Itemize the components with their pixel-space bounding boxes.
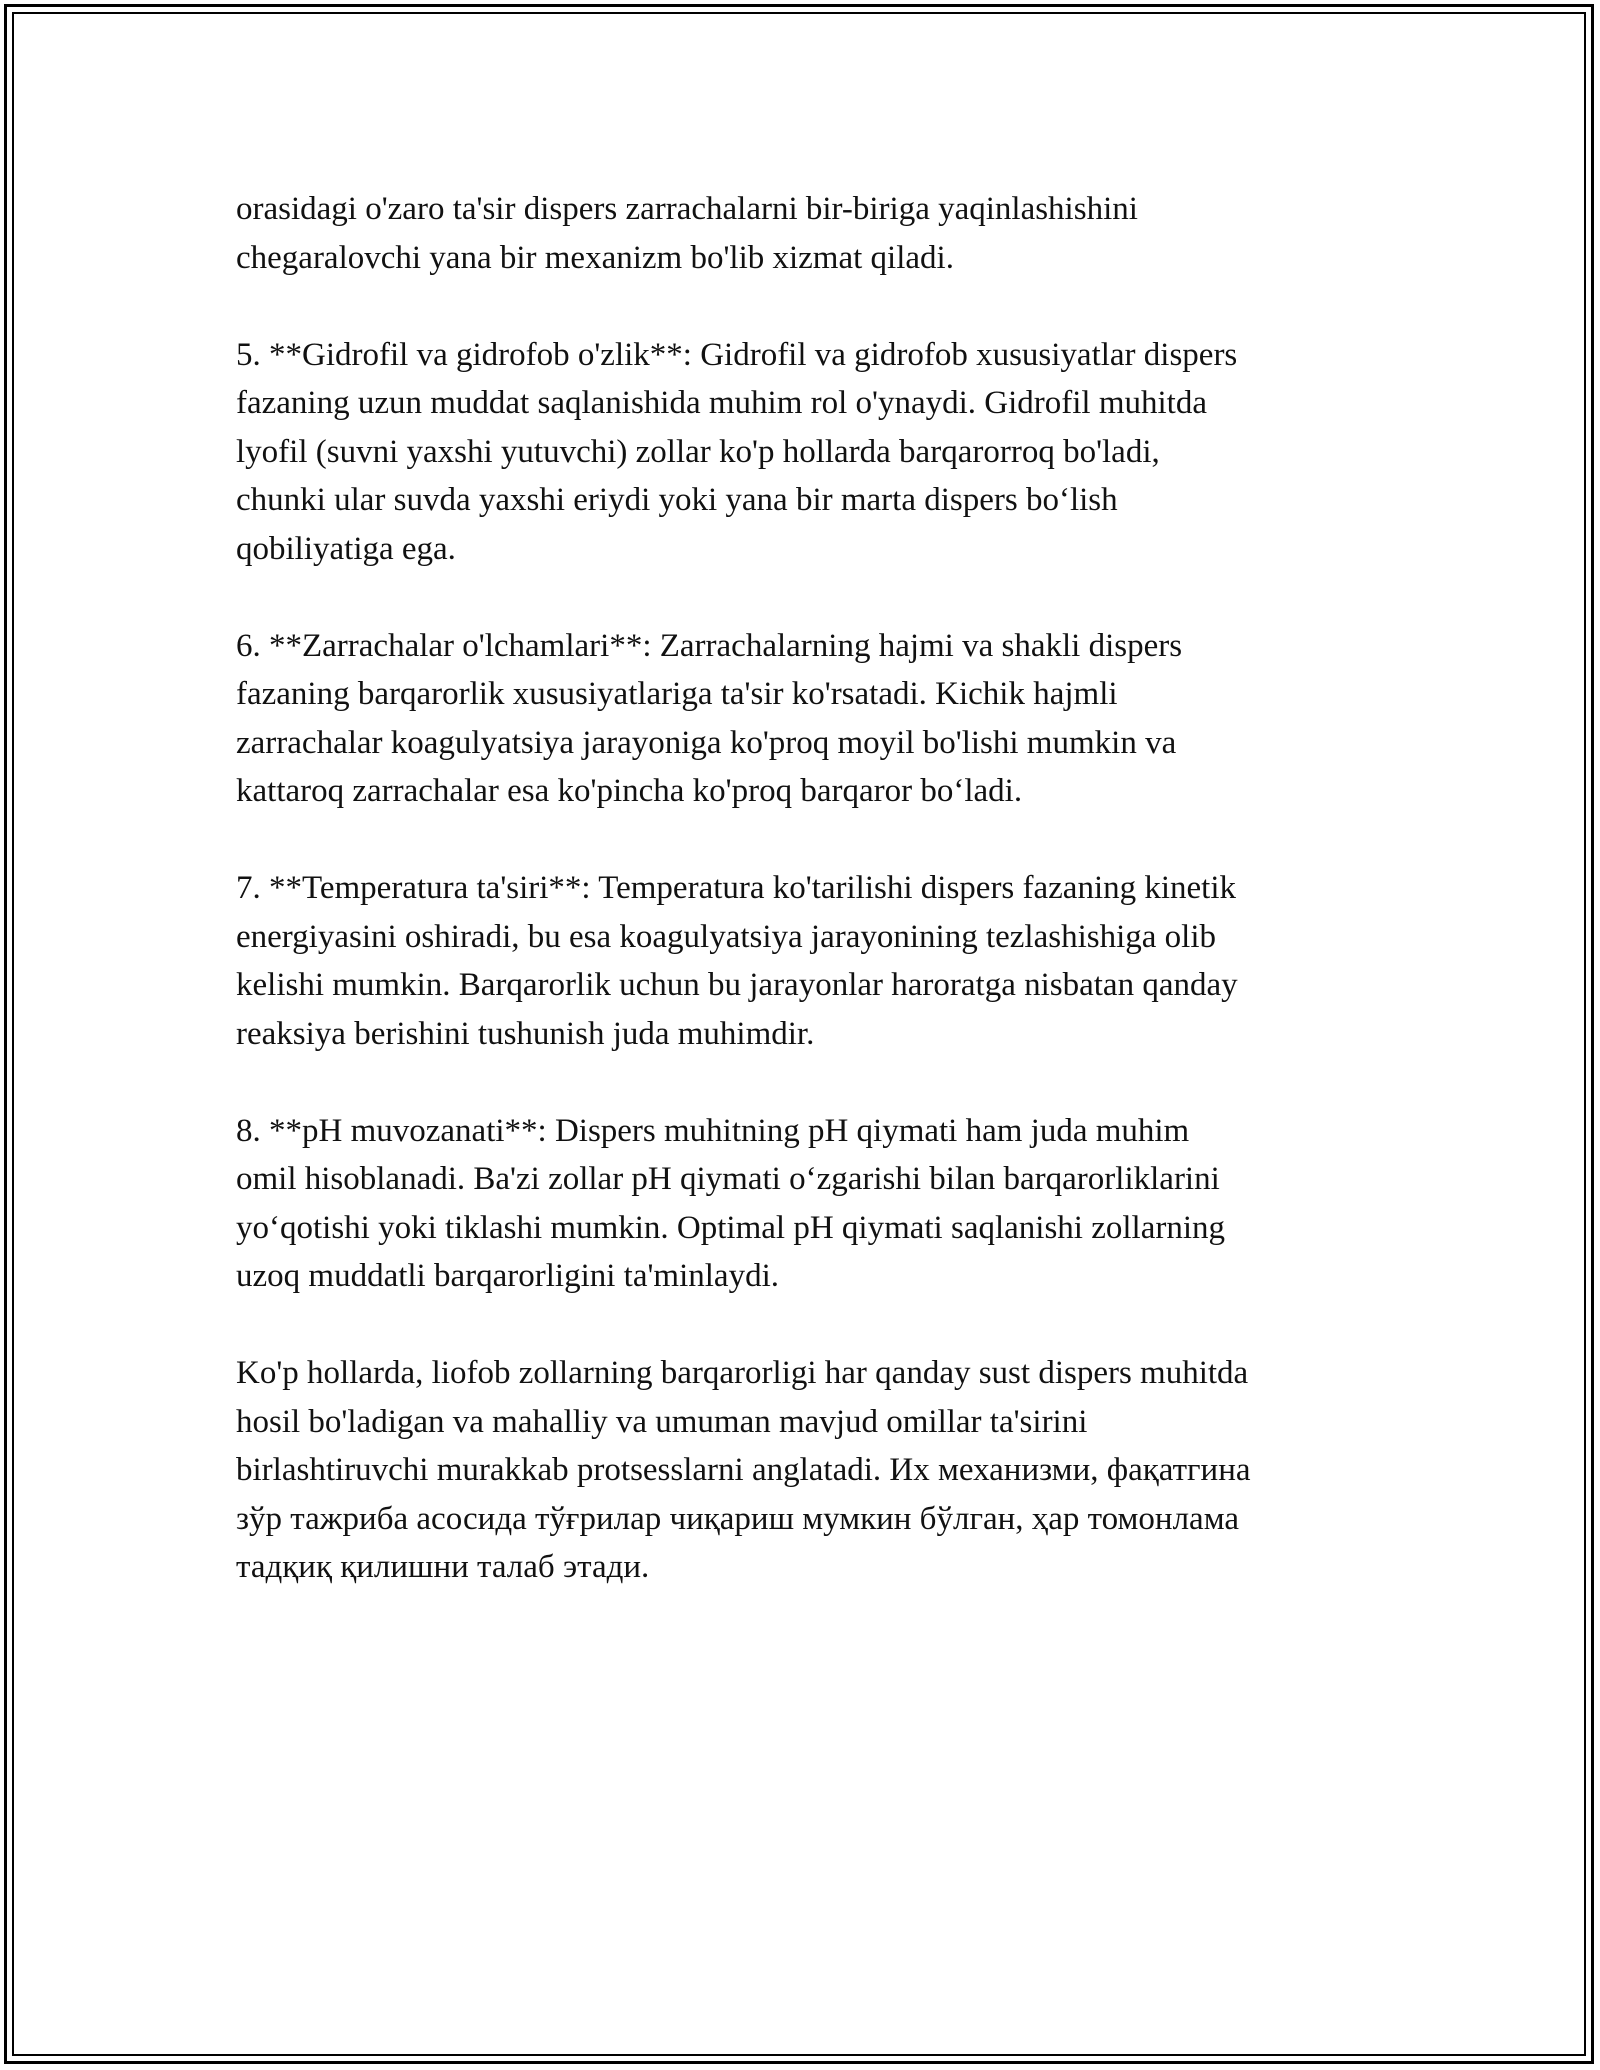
paragraph-item-5: 5. **Gidrofil va gidrofob o'zlik**: Gidrofil va gidrofob xususiyatlar dispers fazaning uzun muddat saqlanishida muhim rol o'ynaydi. Gidrofil muhitda lyofil (suvni yaxshi yutuvchi) zollar ko'p hollarda barqarorroq bo'ladi, chunki ular suvda yaxshi eriydi yoki yana bir marta dispers bo‘lish qobiliyatiga ega.: [236, 336, 1238, 567]
paragraph-item-6: 6. **Zarrachalar o'lchamlari**: Zarrachalarning hajmi va shakli dispers fazaning barqarorlik xususiyatlariga ta'sir ko'rsatadi. Kichik hajmli zarrachalar koagulyatsiya jarayoniga ko'proq moyil bo'lishi mumkin va kattaroq zarrachalar esa ko'pincha ko'proq barqaror bo‘ladi.: [236, 627, 1183, 809]
paragraph-item-8: 8. **pH muvozanati**: Dispers muhitning pH qiymati ham juda muhim omil hisoblanadi. Ba'zi zollar pH qiymati o‘zgarishi bilan barqarorliklarini yo‘qotishi yoki tiklashi mumkin. Optimal pH qiymati saqlanishi zollarning uzoq muddatli barqarorligini ta'minlaydi.: [236, 1112, 1226, 1294]
paragraph-item-7: 7. **Temperatura ta'siri**: Temperatura ko'tarilishi dispers fazaning kinetik energiyasini oshiradi, bu esa koagulyatsiya jarayonining tezlashishiga olib kelishi mumkin. Barqarorlik uchun bu jarayonlar haroratga nisbatan qanday reaksiya berishini tushunish juda muhimdir.: [236, 870, 1238, 1052]
paragraph-conclusion: Ko'p hollarda, liofob zollarning barqarorligi har qanday sust dispers muhitda hosil bo'ladigan va mahalliy va umuman mavjud omillar ta'sirini birlashtiruvchi murakkab protsesslarni anglatadi. Их механизми, фақатгина зўр тажриба асосида тўғрилар чиқариш мумкин бўлган, ҳар томонлама тадқиқ қилишни талаб этади.: [236, 1355, 1251, 1585]
paragraph-continuation: orasidagi o'zaro ta'sir dispers zarrachalarni bir-biriga yaqinlashishini chegaralovchi yana bir mexanizm bo'lib xizmat qiladi.: [236, 191, 1138, 276]
document-body: [236, 185, 1386, 1592]
